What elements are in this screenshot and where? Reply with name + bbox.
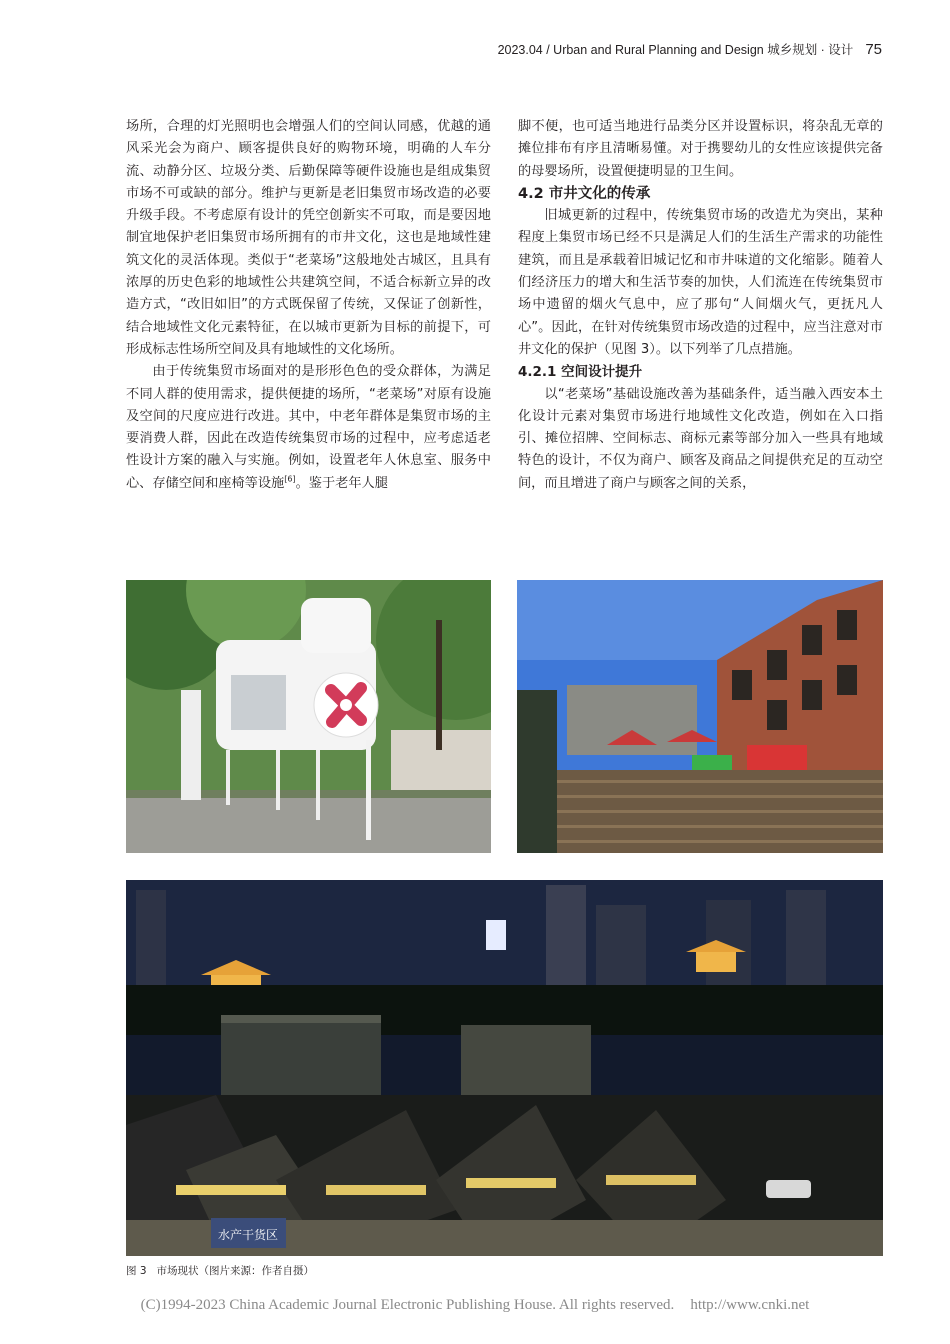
figure-number: 图 3: [126, 1265, 147, 1277]
photo-market-night-view: [126, 880, 883, 1256]
subsection-heading: 4.2.1 空间设计提升: [518, 364, 643, 381]
body-paragraph: [126, 361, 491, 495]
journal-info: 2023.04 / Urban and Rural Planning and Design 城乡规划 · 设计: [497, 43, 854, 57]
figure-caption: [126, 1263, 314, 1278]
photo-market-stairs: [517, 580, 883, 853]
page-number: 75: [865, 41, 882, 58]
right-column: [518, 116, 883, 495]
section-heading: 4.2 市井文化的传承: [518, 185, 651, 202]
body-paragraph: 脚不便，也可适当地进行品类分区并设置标识，将杂乱无章的摊位排布有序且清晰易懂。对于携婴幼儿的女性应该提供完备的母婴场所，设置便捷明显的卫生间。: [518, 119, 883, 179]
body-paragraph: 场所，合理的灯光照明也会增强人们的空间认同感，优越的通风采光会为商户、顾客提供良好的购物环境，明确的人车分流、动静分区、垃圾分类、后勤保障等硬件设施也是组成集贸市场不可或缺的部分。维护与更新是老旧集贸市场改造的必要升级手段。不考虑原有设计的凭空创新实不可取，而是要因地制宜地保护老旧集贸市场所拥有的市井文化，这也是地域性建筑文化的灵活体现。类似于“老菜场”这般地处古城区，且具有浓厚的历史色彩的地域性公共建筑空间，不适合标新立异的改造方式，“改旧如旧”的方式既保留了传统，又保证了创新性，结合地域性文化元素特征，在以城市更新为目标的前提下，可形成标志性场所空间及具有地域性的文化场所。: [126, 119, 491, 357]
photo-market-entrance: [126, 580, 491, 853]
caption-text: 市场现状（图片来源：作者自摄）: [156, 1265, 315, 1277]
paragraph-text: 。鉴于老年人腿: [295, 475, 388, 491]
paragraph-text: 由于传统集贸市场面对的是形形色色的受众群体，为满足不同人群的使用需求，提供便捷的场所，“老菜场”对原有设施及空间的尺度应进行改进。其中，中老年群体是集贸市场的主要消费人群，因此在改造传统集贸市场的过程中，应考虑适老性设计方案的融入与实施。例如，设置老年人休息室、服务中心、存储空间和座椅等设施: [126, 364, 491, 491]
citation-ref[interactable]: [6]: [284, 474, 296, 484]
copyright-notice: (C)1994-2023 China Academic Journal Electronic Publishing House. All rights reserved.: [140, 1297, 675, 1313]
photo-sign-text: 水产干货区: [217, 1228, 279, 1242]
running-header: [498, 40, 882, 58]
body-paragraph: 旧城更新的过程中，传统集贸市场的改造尤为突出，某种程度上集贸市场已经不只是满足人们的生活生产需求的功能性建筑，而且是承载着旧城记忆和市井味道的文化缩影。随着人们经济压力的增大和生活节奏的加快，人们流连在传统集贸市场中遗留的烟火气息中，应了那句“人间烟火气，更抚凡人心”。因此，在针对传统集贸市场改造的过程中，应当注意对市井文化的保护（见图 3）。以下列举了几点措施。: [518, 208, 883, 357]
body-paragraph: 以“老菜场”基础设施改善为基础条件，适当融入西安本土化设计元素对集贸市场进行地域性文化改造，例如在入口指引、摊位招牌、空间标志、商标元素等部分加入一些具有地域特色的设计，不仅为商户、顾客及商品之间提供充足的互动空间，而且增进了商户与顾客之间的关系，: [518, 386, 883, 491]
footer: [0, 1297, 950, 1314]
left-column: [126, 116, 491, 495]
cnki-link[interactable]: http://www.cnki.net: [690, 1297, 810, 1313]
